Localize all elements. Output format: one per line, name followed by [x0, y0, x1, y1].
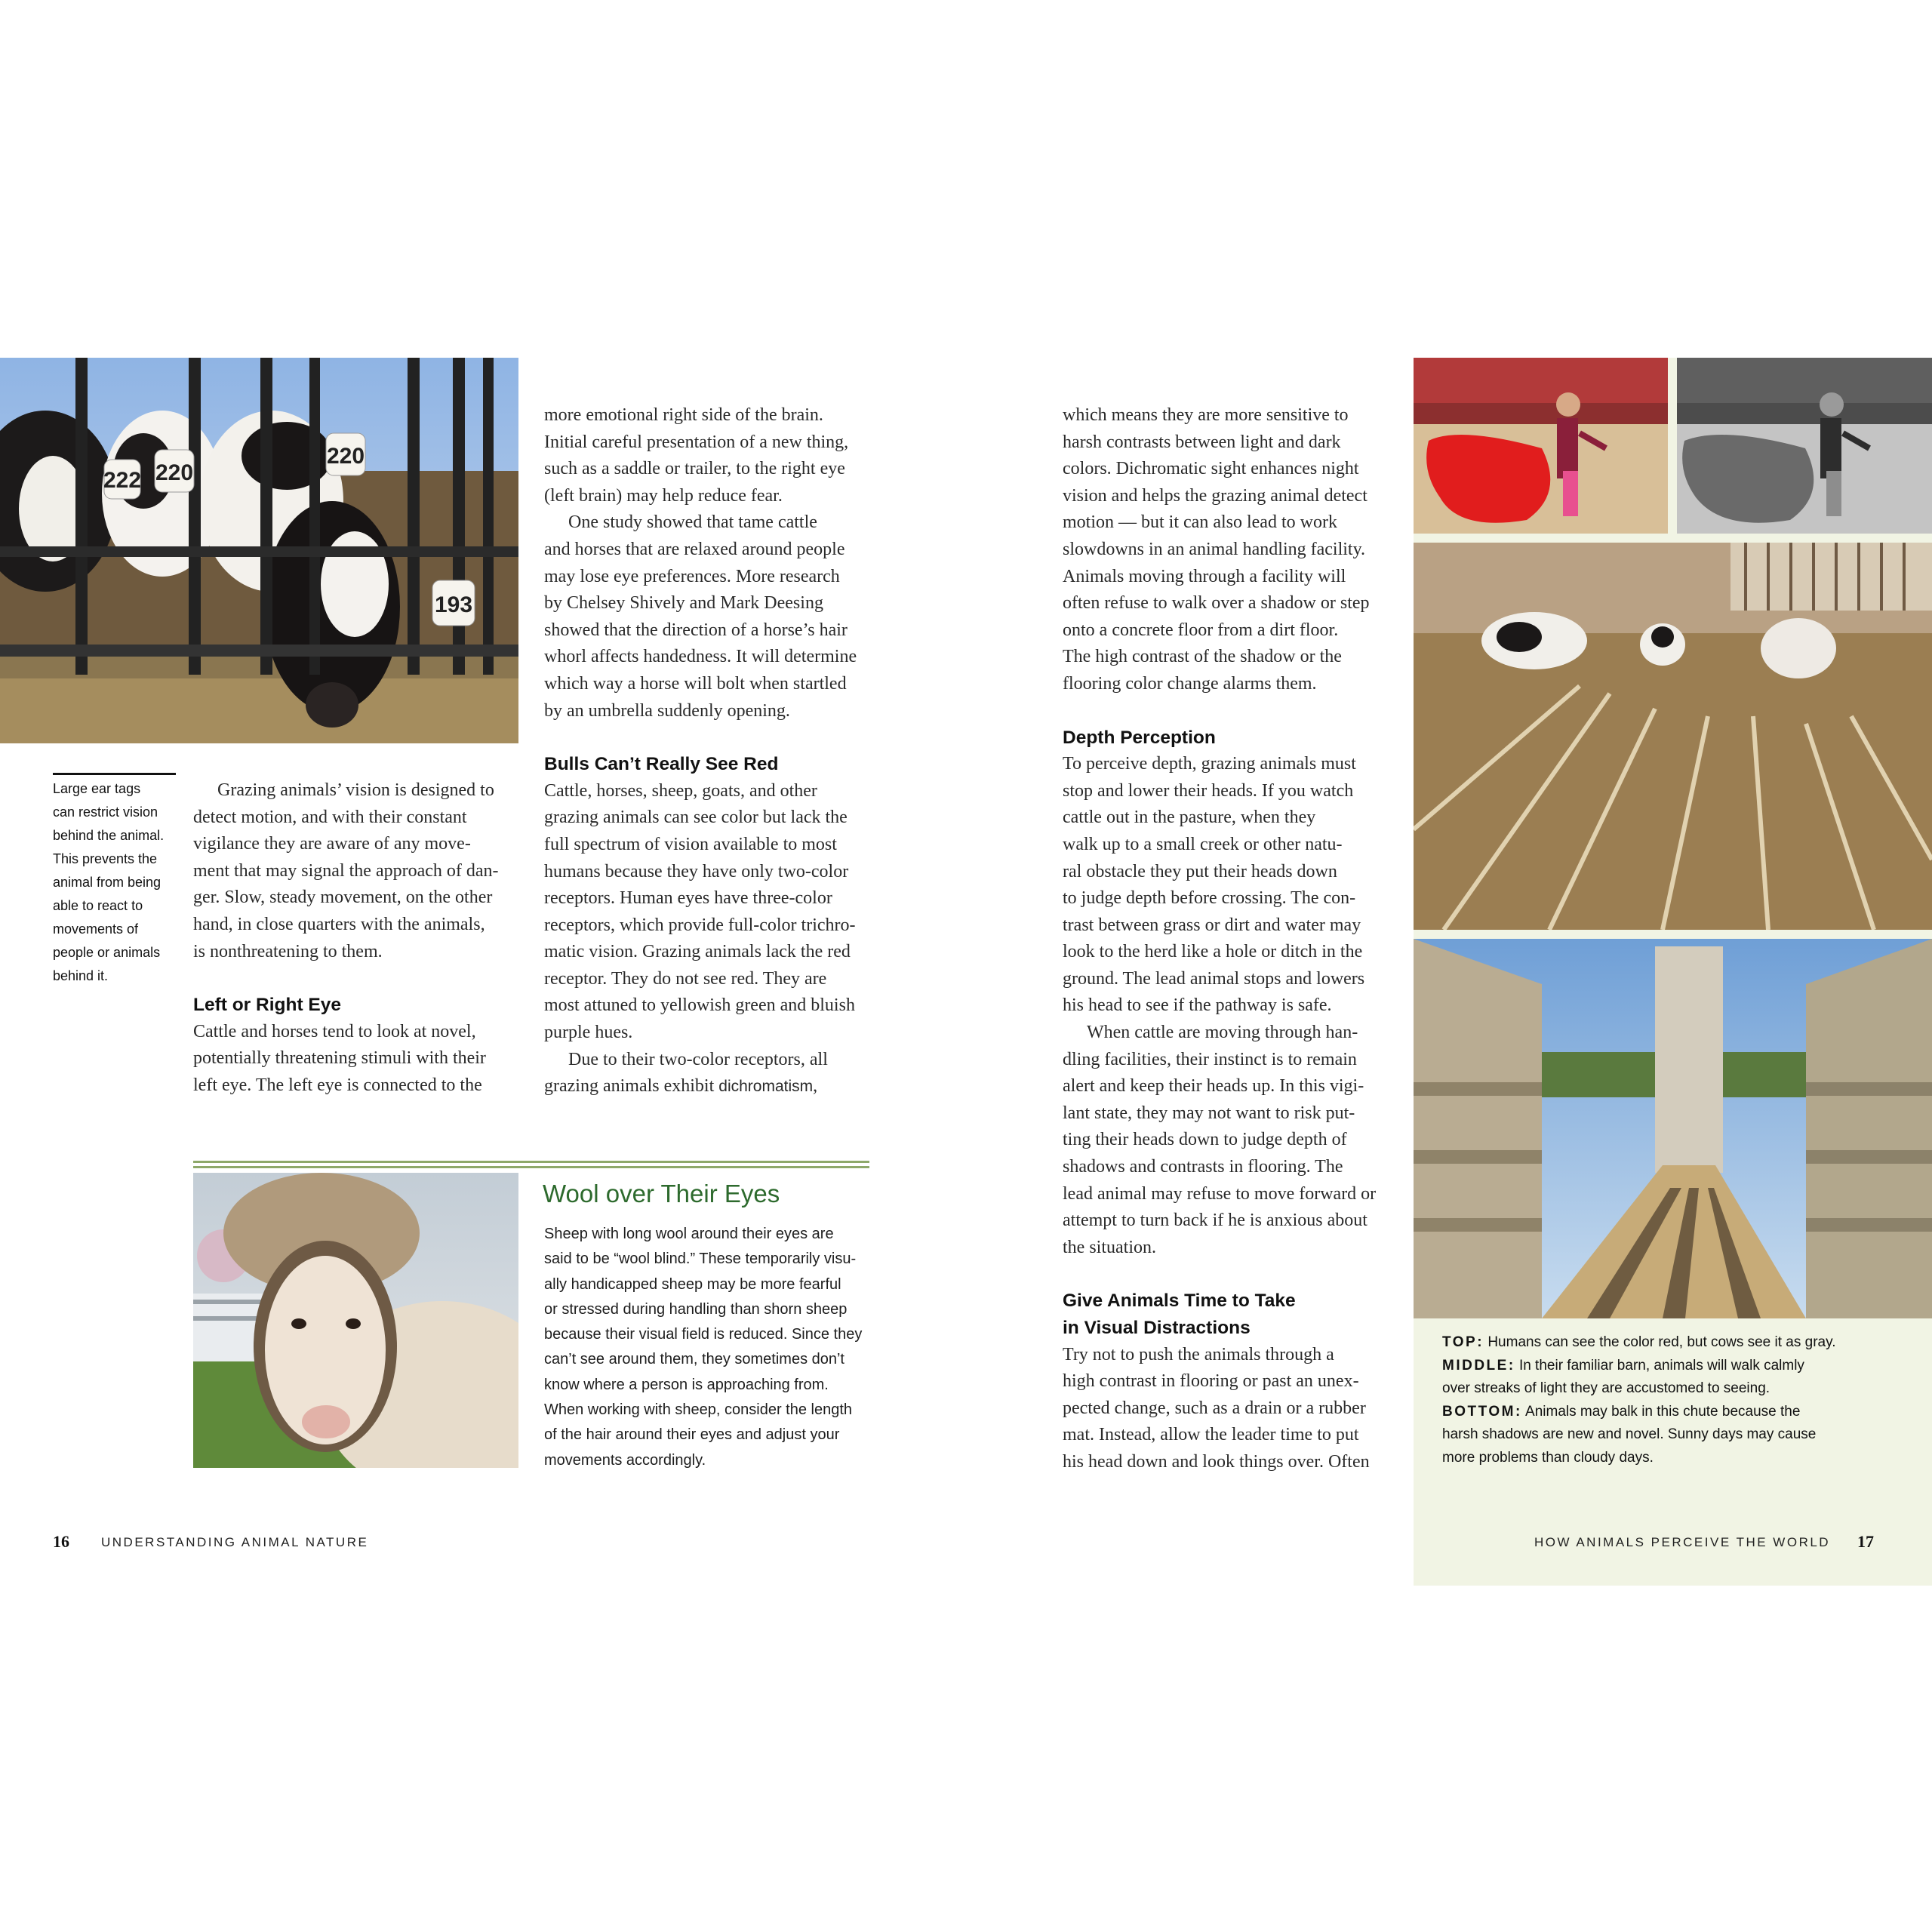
text-line: grazing animals can see color but lack the: [544, 808, 848, 828]
para-color-receptors: [544, 778, 884, 1047]
ear-tag-222: 222: [103, 468, 142, 493]
heading-line: in Visual Distractions: [1063, 1318, 1251, 1338]
heading-bulls-cant-see-red: Bulls Can’t Really See Red: [544, 754, 779, 775]
text-line: attempt to turn back if he is anxious about: [1063, 1211, 1367, 1231]
text-line: may lose eye preferences. More research: [544, 566, 840, 586]
text-line: pected change, such as a drain or a rubber: [1063, 1398, 1366, 1418]
text-segment: grazing animals exhibit: [544, 1076, 719, 1097]
text-line: humans because they have only two-color: [544, 861, 849, 881]
text-line: Cattle, horses, sheep, goats, and other: [544, 780, 817, 801]
running-head-left: UNDERSTANDING ANIMAL NATURE: [101, 1535, 369, 1549]
glossary-term-dichromatism: dichromatism: [718, 1078, 814, 1096]
text-line: most attuned to yellowish green and bluish: [544, 995, 855, 1016]
text-line: motion — but it can also lead to work: [1063, 512, 1337, 533]
caption-line: can restrict vision: [53, 804, 158, 820]
text-line: onto a concrete floor from a dirt floor.: [1063, 620, 1339, 640]
caption-line: Large ear tags: [53, 781, 141, 796]
text-line: To perceive depth, grazing animals must: [1063, 754, 1356, 774]
text-line: because their visual field is reduced. Since they: [544, 1326, 863, 1343]
page-number-left: 16: [53, 1532, 69, 1551]
ear-tag-220-b: 220: [326, 444, 365, 469]
text-line: hand, in close quarters with the animals,: [193, 914, 485, 934]
caption-line: people or animals: [53, 945, 161, 960]
column-1: [193, 777, 525, 1100]
para-emotional-brain: [544, 402, 884, 509]
caption-line: behind the animal.: [53, 828, 165, 843]
text-line: When working with sheep, consider the length: [544, 1401, 853, 1419]
text-line: full spectrum of vision available to most: [544, 834, 837, 854]
text-line: vigilance they are aware of any move-: [193, 834, 471, 854]
text-line: matic vision. Grazing animals lack the red: [544, 942, 851, 962]
caption-label-middle: MIDDLE:: [1442, 1357, 1515, 1374]
text-line: often refuse to walk over a shadow or step: [1063, 593, 1370, 614]
text-line: shadows and contrasts in flooring. The: [1063, 1157, 1343, 1177]
para-study: [544, 509, 884, 724]
sidebar-rule-bottom: [193, 1166, 869, 1168]
para-dichromatism: [544, 1047, 884, 1100]
text-line: potentially threatening stimuli with their: [193, 1048, 486, 1069]
caption-middle: [1442, 1355, 1910, 1378]
para-handling-facilities: [1063, 1020, 1402, 1261]
heading-line: Give Animals Time to Take: [1063, 1291, 1296, 1312]
text-line: lant state, they may not want to risk put-: [1063, 1103, 1355, 1123]
column-2: [544, 402, 884, 1100]
text-line: receptors. Human eyes have three-color: [544, 888, 832, 909]
text-line: such as a saddle or trailer, to the right eye: [544, 459, 845, 479]
photo-chute-shadows: [1414, 939, 1932, 1318]
text-line: left eye. The left eye is connected to the: [193, 1075, 482, 1095]
photo-bullfighter-grayscale: [1677, 358, 1932, 534]
para-dont-push: [1063, 1342, 1402, 1476]
para-left-right-eye: [193, 1019, 525, 1100]
text-line: which means they are more sensitive to: [1063, 405, 1349, 425]
text-line: colors. Dichromatic sight enhances night: [1063, 459, 1359, 479]
para-harsh-contrasts: [1063, 402, 1402, 698]
heading-left-or-right-eye: Left or Right Eye: [193, 995, 342, 1016]
photo-calves-ear-tags: [0, 358, 518, 743]
text-line: One study showed that tame cattle: [568, 512, 817, 533]
caption-line: animal from being: [53, 875, 162, 890]
ear-tag-220-a: 220: [155, 460, 194, 485]
text-line: ment that may signal the approach of dan-: [193, 860, 499, 881]
text-line: trast between grass or dirt and water may: [1063, 915, 1361, 935]
text-line: mat. Instead, allow the leader time to put: [1063, 1425, 1359, 1445]
caption-ear-tags: [53, 777, 181, 988]
caption-text: harsh shadows are new and novel. Sunny days may cause: [1442, 1426, 1817, 1443]
text-line: lead animal may refuse to move forward or: [1063, 1183, 1377, 1204]
caption-bottom: [1442, 1401, 1910, 1424]
photo-captions: [1442, 1331, 1910, 1470]
caption-line: movements of: [53, 921, 139, 937]
text-line: high contrast in flooring or past an unex-: [1063, 1371, 1359, 1392]
photo-bullfighter-color: [1414, 358, 1668, 534]
caption-line: able to react to: [53, 898, 143, 913]
text-line: [544, 1073, 884, 1100]
text-line: whorl affects handedness. It will determine: [544, 647, 857, 667]
photo-barn-light-streaks: [1414, 543, 1932, 930]
text-line: Due to their two-color receptors, all: [568, 1049, 828, 1069]
heading-depth-perception: Depth Perception: [1063, 727, 1216, 748]
text-line: movements accordingly.: [544, 1451, 706, 1469]
text-line: ground. The lead animal stops and lowers: [1063, 968, 1365, 989]
page-number-right: 17: [1857, 1532, 1874, 1551]
ear-tag-193: 193: [434, 592, 473, 617]
text-line: look to the herd like a hole or ditch in the: [1063, 942, 1363, 962]
text-line: harsh contrasts between light and dark: [1063, 432, 1341, 452]
caption-rule: [53, 773, 176, 775]
text-line: alert and keep their heads up. In this vigi-: [1063, 1076, 1364, 1097]
caption-label-top: TOP:: [1442, 1334, 1484, 1350]
text-line: of the hair around their eyes and adjust your: [544, 1426, 840, 1444]
text-line: detect motion, and with their constant: [193, 807, 467, 827]
sidebar-rule-top: [193, 1161, 869, 1163]
text-line: vision and helps the grazing animal detect: [1063, 485, 1367, 506]
text-line: ting their heads down to judge depth of: [1063, 1130, 1347, 1150]
caption-text: Animals may balk in this chute because the: [1525, 1403, 1801, 1420]
text-line: is nonthreatening to them.: [193, 941, 383, 961]
text-line: or stressed during handling than shorn sheep: [544, 1300, 848, 1318]
caption-top: [1442, 1331, 1910, 1355]
text-line: Cattle and horses tend to look at novel,: [193, 1021, 476, 1041]
text-line: Initial careful presentation of a new thing,: [544, 432, 849, 452]
text-line: which way a horse will bolt when startled: [544, 673, 847, 694]
text-line: receptor. They do not see red. They are: [544, 968, 827, 989]
text-line: Sheep with long wool around their eyes are: [544, 1226, 834, 1242]
caption-line: behind it.: [53, 968, 109, 983]
photo-wool-blind-sheep: [193, 1173, 518, 1468]
column-3: [1063, 402, 1402, 1476]
text-line: ger. Slow, steady movement, on the other: [193, 888, 493, 908]
text-line: to judge depth before crossing. The con-: [1063, 888, 1356, 909]
text-line: ral obstacle they put their heads down: [1063, 861, 1337, 881]
text-line: the situation.: [1063, 1237, 1156, 1257]
caption-text: over streaks of light they are accustomed to seeing.: [1442, 1380, 1770, 1397]
text-line: his head to see if the pathway is safe.: [1063, 995, 1332, 1016]
running-head-right: HOW ANIMALS PERCEIVE THE WORLD: [1534, 1535, 1831, 1549]
text-line: purple hues.: [544, 1023, 633, 1043]
text-line: stop and lower their heads. If you watch: [1063, 780, 1354, 801]
text-line: and horses that are relaxed around people: [544, 539, 845, 559]
text-line: flooring color change alarms them.: [1063, 673, 1317, 694]
text-line: Grazing animals’ vision is designed to: [217, 780, 494, 800]
sidebar-body: [544, 1222, 870, 1473]
caption-text: In their familiar barn, animals will walk calmly: [1518, 1357, 1804, 1374]
text-line: his head down and look things over. Often: [1063, 1451, 1370, 1472]
text-line: know where a person is approaching from.: [544, 1376, 829, 1393]
text-line: (left brain) may help reduce fear.: [544, 485, 783, 506]
text-line: more emotional right side of the brain.: [544, 405, 823, 425]
para-depth: [1063, 751, 1402, 1020]
text-line: When cattle are moving through han-: [1087, 1023, 1358, 1043]
text-segment: ,: [813, 1076, 818, 1097]
para-vision-intro: [193, 777, 525, 965]
caption-text: Humans can see the color red, but cows see it as gray.: [1487, 1334, 1836, 1350]
text-line: receptors, which provide full-color trichro-: [544, 915, 856, 935]
text-line: walk up to a small creek or other natu-: [1063, 834, 1343, 854]
caption-line: This prevents the: [53, 851, 158, 866]
text-line: Animals moving through a facility will: [1063, 566, 1346, 586]
text-line: by an umbrella suddenly opening.: [544, 700, 790, 721]
caption-label-bottom: BOTTOM:: [1442, 1403, 1522, 1420]
text-line: showed that the direction of a horse’s hair: [544, 620, 848, 640]
text-line: cattle out in the pasture, when they: [1063, 808, 1316, 828]
heading-give-animals-time: [1063, 1287, 1402, 1341]
text-line: The high contrast of the shadow or the: [1063, 647, 1342, 667]
text-line: said to be “wool blind.” These temporarily visu-: [544, 1251, 857, 1268]
text-line: Try not to push the animals through a: [1063, 1344, 1334, 1364]
caption-text: more problems than cloudy days.: [1442, 1449, 1654, 1466]
text-line: ally handicapped sheep may be more fearful: [544, 1275, 841, 1293]
text-line: dling facilities, their instinct is to remain: [1063, 1049, 1357, 1069]
text-line: slowdowns in an animal handling facility.: [1063, 539, 1366, 559]
text-line: by Chelsey Shively and Mark Deesing: [544, 593, 823, 614]
text-line: can’t see around them, they sometimes don’t: [544, 1351, 844, 1368]
sidebar-title: Wool over Their Eyes: [543, 1180, 780, 1208]
